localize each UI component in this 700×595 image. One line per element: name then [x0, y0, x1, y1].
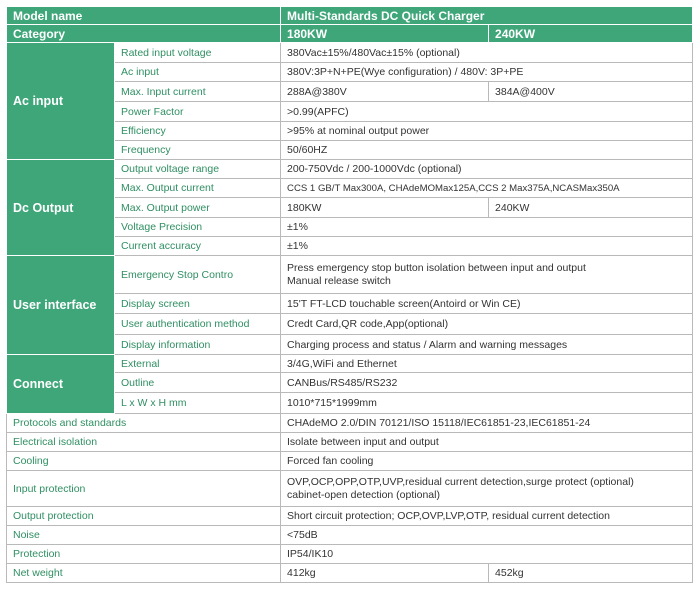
- row-value: CANBus/RS485/RS232: [281, 373, 693, 393]
- table-row: [7, 256, 693, 294]
- row-value: IP54/IK10: [281, 545, 693, 564]
- table-row: [7, 564, 693, 583]
- table-row: [7, 414, 693, 433]
- row-label: Protection: [7, 545, 281, 564]
- row-value: 380Vac±15%/480Vac±15% (optional): [281, 43, 693, 63]
- row-value: >0.99(APFC): [281, 102, 693, 122]
- table-row: [7, 452, 693, 471]
- table-row: [7, 25, 693, 43]
- row-value: 50/60HZ: [281, 141, 693, 160]
- row-value: Isolate between input and output: [281, 433, 693, 452]
- row-label: Output protection: [7, 507, 281, 526]
- model-name-header: Model name: [7, 7, 281, 25]
- table-row: [7, 433, 693, 452]
- row-value: 1010*715*1999mm: [281, 393, 693, 414]
- row-label: Efficiency: [115, 122, 281, 141]
- row-label: Noise: [7, 526, 281, 545]
- category-180kw: 180KW: [281, 25, 489, 43]
- row-value: >95% at nominal output power: [281, 122, 693, 141]
- row-value: CHAdeMO 2.0/DIN 70121/ISO 15118/IEC61851-23,IEC61851-24: [281, 414, 693, 433]
- row-label: Input protection: [7, 471, 281, 507]
- table-row: [7, 355, 693, 373]
- row-value: Credt Card,QR code,App(optional): [281, 314, 693, 335]
- row-label: Display screen: [115, 294, 281, 314]
- row-value: CCS 1 GB/T Max300A, CHAdeMOMax125A,CCS 2 Max375A,NCASMax350A: [281, 179, 693, 198]
- row-value: 15'T FT-LCD touchable screen(Antoird or Win CE): [281, 294, 693, 314]
- row-value: ±1%: [281, 237, 693, 256]
- row-value: <75dB: [281, 526, 693, 545]
- row-label: Net weight: [7, 564, 281, 583]
- group-ac-input: Ac input: [7, 43, 115, 160]
- model-name-value: Multi-Standards DC Quick Charger: [281, 7, 693, 25]
- table-row: [7, 545, 693, 564]
- row-label: Max. Input current: [115, 82, 281, 102]
- row-value: 3/4G,WiFi and Ethernet: [281, 355, 693, 373]
- row-value-240kw: 452kg: [489, 564, 693, 583]
- group-connect: Connect: [7, 355, 115, 414]
- row-value-240kw: 384A@400V: [489, 82, 693, 102]
- row-label: Max. Output current: [115, 179, 281, 198]
- row-value: 200-750Vdc / 200-1000Vdc (optional): [281, 160, 693, 179]
- group-dc-output: Dc Output: [7, 160, 115, 256]
- row-value: 380V:3P+N+PE(Wye configuration) / 480V: 3P+PE: [281, 63, 693, 82]
- row-value-240kw: 240KW: [489, 198, 693, 218]
- row-label: Frequency: [115, 141, 281, 160]
- table-row: [7, 471, 693, 507]
- row-label: Electrical isolation: [7, 433, 281, 452]
- row-value: [281, 471, 693, 507]
- category-header: Category: [7, 25, 281, 43]
- row-value: Forced fan cooling: [281, 452, 693, 471]
- value-line: OVP,OCP,OPP,OTP,UVP,residual current detection,surge protect (optional): [287, 475, 634, 488]
- row-label: Output voltage range: [115, 160, 281, 179]
- row-label: Rated input voltage: [115, 43, 281, 63]
- spec-table: [6, 6, 693, 583]
- row-value: Short circuit protection; OCP,OVP,LVP,OTP, residual current detection: [281, 507, 693, 526]
- row-value: [281, 256, 693, 294]
- table-row: [7, 160, 693, 179]
- row-label: Voltage Precision: [115, 218, 281, 237]
- row-label: External: [115, 355, 281, 373]
- table-row: [7, 7, 693, 25]
- row-label: Emergency Stop Contro: [115, 256, 281, 294]
- table-row: [7, 43, 693, 63]
- row-label: Cooling: [7, 452, 281, 471]
- row-label: Display information: [115, 335, 281, 355]
- value-line: Manual release switch: [287, 274, 391, 287]
- value-line: Press emergency stop button isolation between input and output: [287, 261, 586, 274]
- table-row: [7, 507, 693, 526]
- row-label: Current accuracy: [115, 237, 281, 256]
- table-row: [7, 526, 693, 545]
- row-value: ±1%: [281, 218, 693, 237]
- value-line: cabinet-open detection (optional): [287, 488, 440, 501]
- row-label: Max. Output power: [115, 198, 281, 218]
- row-value-180kw: 180KW: [281, 198, 489, 218]
- row-label: Protocols and standards: [7, 414, 281, 433]
- row-label: L x W x H mm: [115, 393, 281, 414]
- row-label: Ac input: [115, 63, 281, 82]
- row-value-180kw: 288A@380V: [281, 82, 489, 102]
- row-label: User authentication method: [115, 314, 281, 335]
- row-label: Power Factor: [115, 102, 281, 122]
- row-value: Charging process and status / Alarm and warning messages: [281, 335, 693, 355]
- category-240kw: 240KW: [489, 25, 693, 43]
- row-value-180kw: 412kg: [281, 564, 489, 583]
- row-label: Outline: [115, 373, 281, 393]
- group-user-interface: User interface: [7, 256, 115, 355]
